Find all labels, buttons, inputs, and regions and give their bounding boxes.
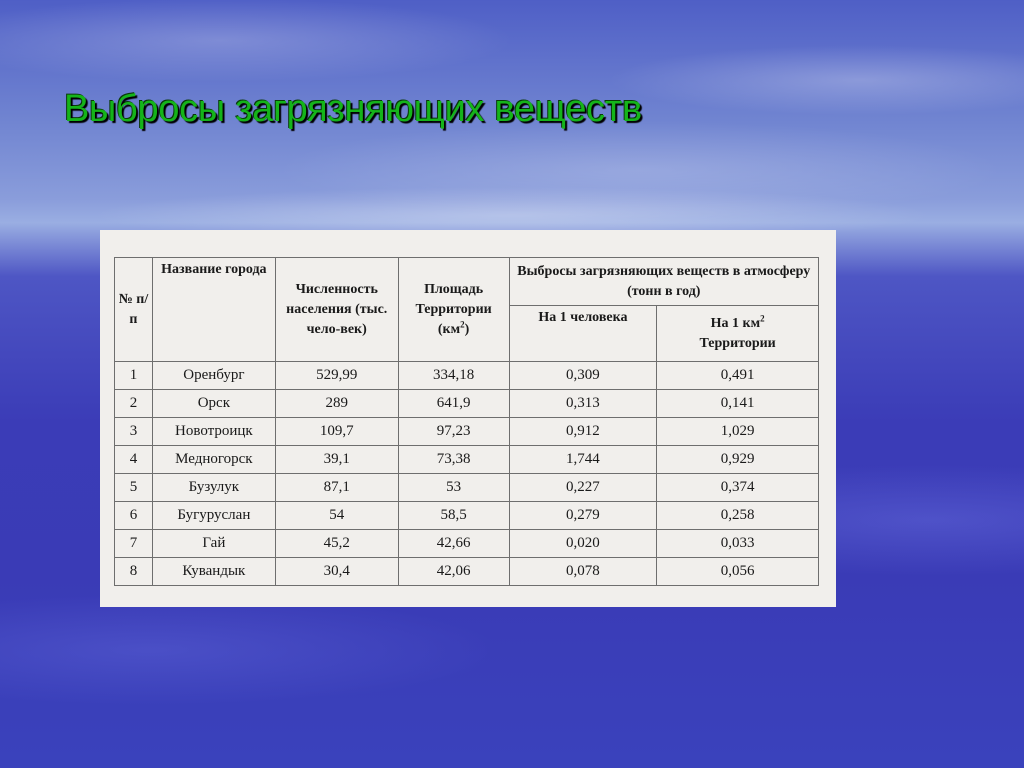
cell-num: 7 (115, 530, 153, 558)
table-body (115, 362, 819, 586)
cell-city: Новотроицк (152, 418, 275, 446)
table-row (115, 530, 819, 558)
cell-area: 334,18 (398, 362, 509, 390)
cell-area: 42,66 (398, 530, 509, 558)
cell-area: 641,9 (398, 390, 509, 418)
cell-population: 87,1 (275, 474, 398, 502)
cell-per-km: 0,033 (657, 530, 819, 558)
header-city: Название города (152, 258, 275, 362)
cell-city: Медногорск (152, 446, 275, 474)
cell-population: 30,4 (275, 558, 398, 586)
header-per-km-sup: 2 (760, 312, 765, 323)
cell-num: 5 (115, 474, 153, 502)
header-per-km-label: На 1 км (710, 315, 761, 331)
cell-area: 42,06 (398, 558, 509, 586)
cell-city: Оренбург (152, 362, 275, 390)
header-per-km-tail: Территории (699, 335, 776, 351)
cell-num: 4 (115, 446, 153, 474)
cell-area: 73,38 (398, 446, 509, 474)
header-emissions: Выбросы загрязняющих веществ в атмосферу (тонн в год) (509, 258, 818, 306)
cell-city: Бузулук (152, 474, 275, 502)
header-per-km (657, 306, 819, 362)
cell-num: 2 (115, 390, 153, 418)
cell-per-km: 0,141 (657, 390, 819, 418)
cell-num: 6 (115, 502, 153, 530)
emissions-table (114, 257, 819, 586)
cell-per-person: 0,078 (509, 558, 657, 586)
cell-per-person: 0,279 (509, 502, 657, 530)
header-area-sup: 2 (460, 318, 465, 329)
header-area (398, 258, 509, 362)
cell-area: 53 (398, 474, 509, 502)
cell-per-person: 0,912 (509, 418, 657, 446)
table-row (115, 390, 819, 418)
cell-per-km: 1,029 (657, 418, 819, 446)
cell-num: 3 (115, 418, 153, 446)
cell-per-person: 0,309 (509, 362, 657, 390)
cell-per-person: 0,313 (509, 390, 657, 418)
slide-title: Выбросы загрязняющих веществ (64, 88, 642, 130)
cell-city: Гай (152, 530, 275, 558)
cell-population: 109,7 (275, 418, 398, 446)
cell-population: 529,99 (275, 362, 398, 390)
table-row (115, 474, 819, 502)
cell-population: 39,1 (275, 446, 398, 474)
cell-population: 54 (275, 502, 398, 530)
cell-per-km: 0,056 (657, 558, 819, 586)
cell-per-person: 0,020 (509, 530, 657, 558)
cell-per-km: 0,374 (657, 474, 819, 502)
cell-per-person: 0,227 (509, 474, 657, 502)
cell-population: 45,2 (275, 530, 398, 558)
cell-per-person: 1,744 (509, 446, 657, 474)
cell-per-km: 0,258 (657, 502, 819, 530)
table-row (115, 558, 819, 586)
header-area-close: ) (464, 321, 470, 337)
cell-city: Орск (152, 390, 275, 418)
table-row (115, 446, 819, 474)
header-per-person: На 1 человека (509, 306, 657, 362)
cell-population: 289 (275, 390, 398, 418)
cell-per-km: 0,491 (657, 362, 819, 390)
emissions-table-image (100, 230, 836, 607)
cell-area: 58,5 (398, 502, 509, 530)
header-area-label: Площадь Территории (км (415, 281, 492, 337)
table-row (115, 502, 819, 530)
table-row (115, 362, 819, 390)
cell-num: 1 (115, 362, 153, 390)
cell-per-km: 0,929 (657, 446, 819, 474)
cell-num: 8 (115, 558, 153, 586)
cell-city: Кувандык (152, 558, 275, 586)
header-num: № п/п (115, 258, 153, 362)
header-population: Численность населения (тыс. чело-век) (275, 258, 398, 362)
cell-city: Бугуруслан (152, 502, 275, 530)
table-row (115, 418, 819, 446)
cell-area: 97,23 (398, 418, 509, 446)
